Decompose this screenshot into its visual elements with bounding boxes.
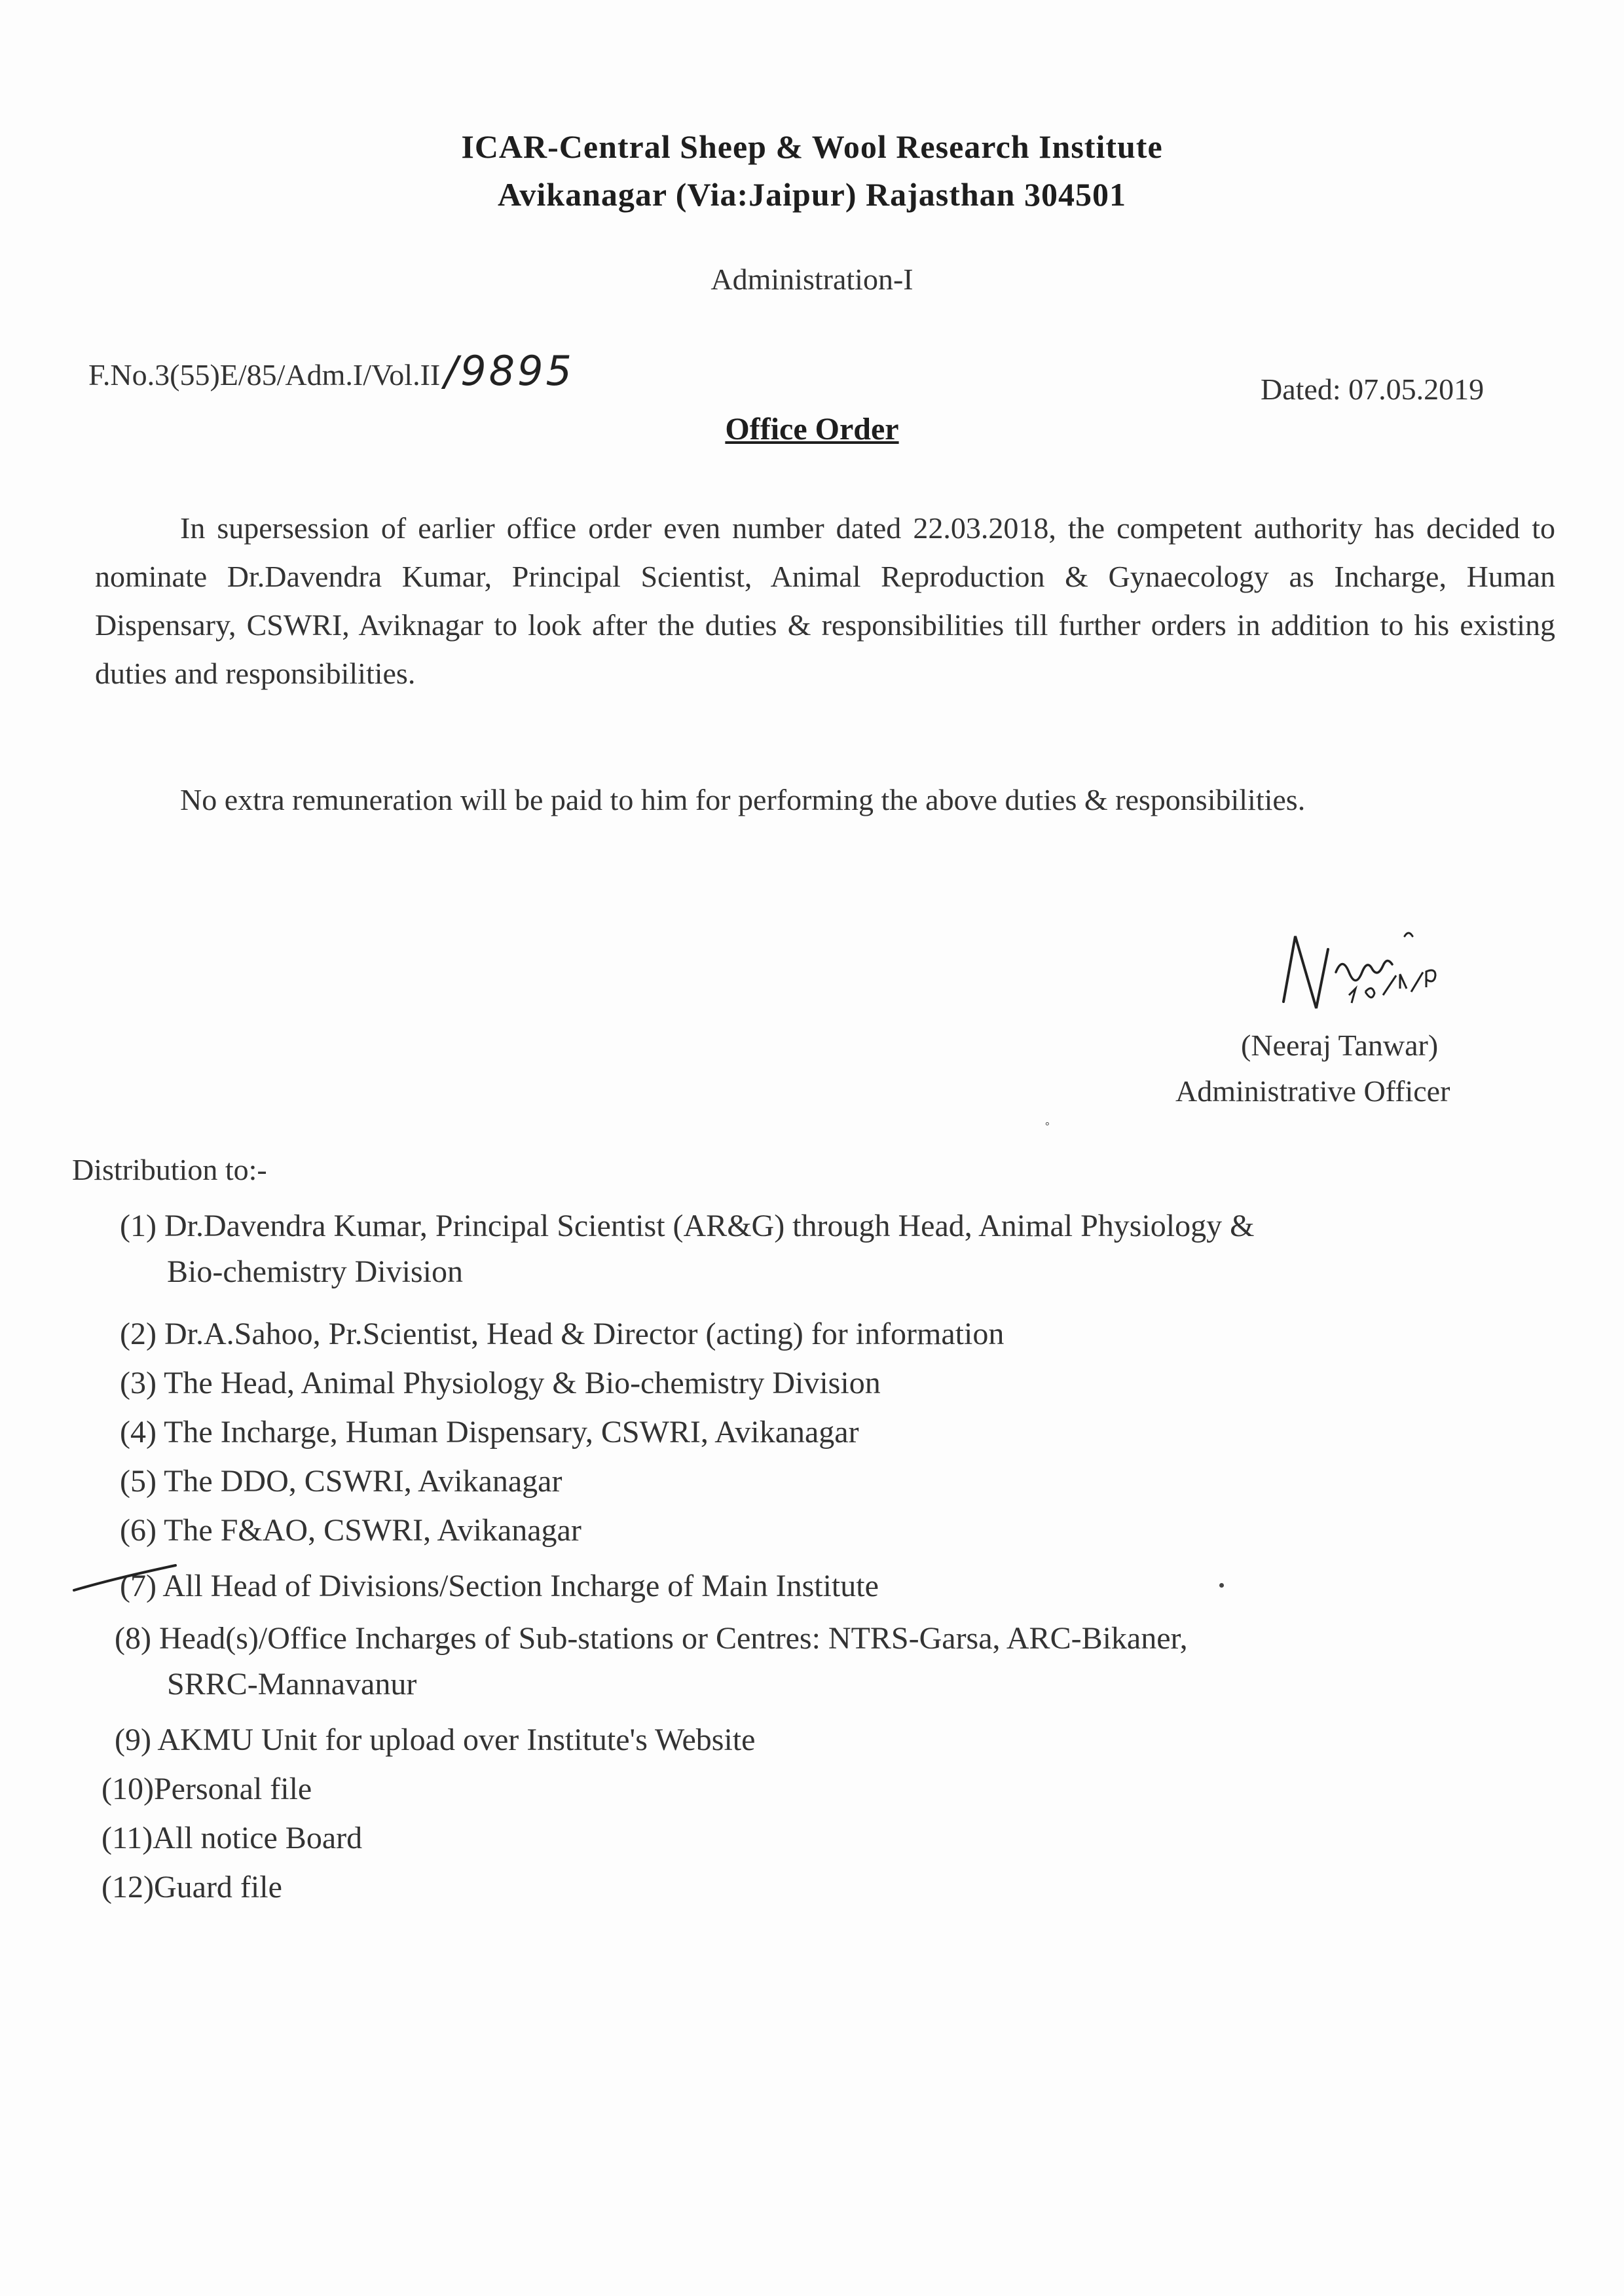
- handwritten-strike-mark: [71, 1561, 179, 1594]
- list-item: (10)Personal file: [101, 1772, 312, 1806]
- list-item: (2) Dr.A.Sahoo, Pr.Scientist, Head & Director (acting) for information: [120, 1317, 1005, 1351]
- file-number-handwritten: /9895: [444, 347, 574, 395]
- file-number-printed: F.No.3(55)E/85/Adm.I/Vol.II: [88, 358, 441, 392]
- list-item-continuation: Bio-chemistry Division: [167, 1254, 463, 1289]
- body-paragraph-2: No extra remuneration will be paid to him for performing the above duties & responsibilities.: [180, 783, 1306, 816]
- signatory-name: (Neeraj Tanwar): [1241, 1029, 1439, 1062]
- handwritten-signature: [1270, 910, 1493, 1028]
- list-item: (1) Dr.Davendra Kumar, Principal Scientist (AR&G) through Head, Animal Physiology &: [120, 1209, 1255, 1243]
- list-item: (5) The DDO, CSWRI, Avikanagar: [120, 1464, 563, 1499]
- order-date: Dated: 07.05.2019: [1261, 373, 1485, 406]
- section-name: Administration-I: [710, 263, 913, 296]
- list-item: (6) The F&AO, CSWRI, Avikanagar: [120, 1513, 581, 1548]
- document-title: Office Order: [725, 412, 899, 446]
- body-paragraph-1: In supersession of earlier office order even number dated 22.03.2018, the competent authority has decided to nominate Dr.Davendra Kumar, Principal Scientist, Animal Reproduction & Gynaecology as Incharge, Human Dispensary, CSWRI, Aviknagar to look after the duties & responsibilities till further orders in addition to his existing duties and responsibilities.: [95, 511, 1555, 690]
- scan-mark: ˚: [1044, 1120, 1050, 1139]
- list-item: (9) AKMU Unit for upload over Institute's Website: [115, 1722, 756, 1757]
- list-item: (4) The Incharge, Human Dispensary, CSWRI, Avikanagar: [120, 1415, 859, 1449]
- distribution-heading: Distribution to:-: [72, 1153, 267, 1186]
- list-item: (7) All Head of Divisions/Section Incharge of Main Institute: [120, 1569, 879, 1603]
- scan-dot: [1219, 1583, 1224, 1588]
- list-item: (12)Guard file: [101, 1870, 282, 1904]
- list-item: (8) Head(s)/Office Incharges of Sub-stations or Centres: NTRS-Garsa, ARC-Bikaner,: [115, 1621, 1188, 1656]
- file-number: [88, 347, 574, 395]
- institute-name: ICAR-Central Sheep & Wool Research Institute: [461, 128, 1163, 165]
- institute-address: Avikanagar (Via:Jaipur) Rajasthan 304501: [498, 176, 1126, 213]
- list-item: (3) The Head, Animal Physiology & Bio-chemistry Division: [120, 1366, 881, 1400]
- list-item-continuation: SRRC-Mannavanur: [167, 1667, 417, 1702]
- list-item: (11)All notice Board: [101, 1821, 363, 1855]
- signatory-designation: Administrative Officer: [1175, 1074, 1450, 1108]
